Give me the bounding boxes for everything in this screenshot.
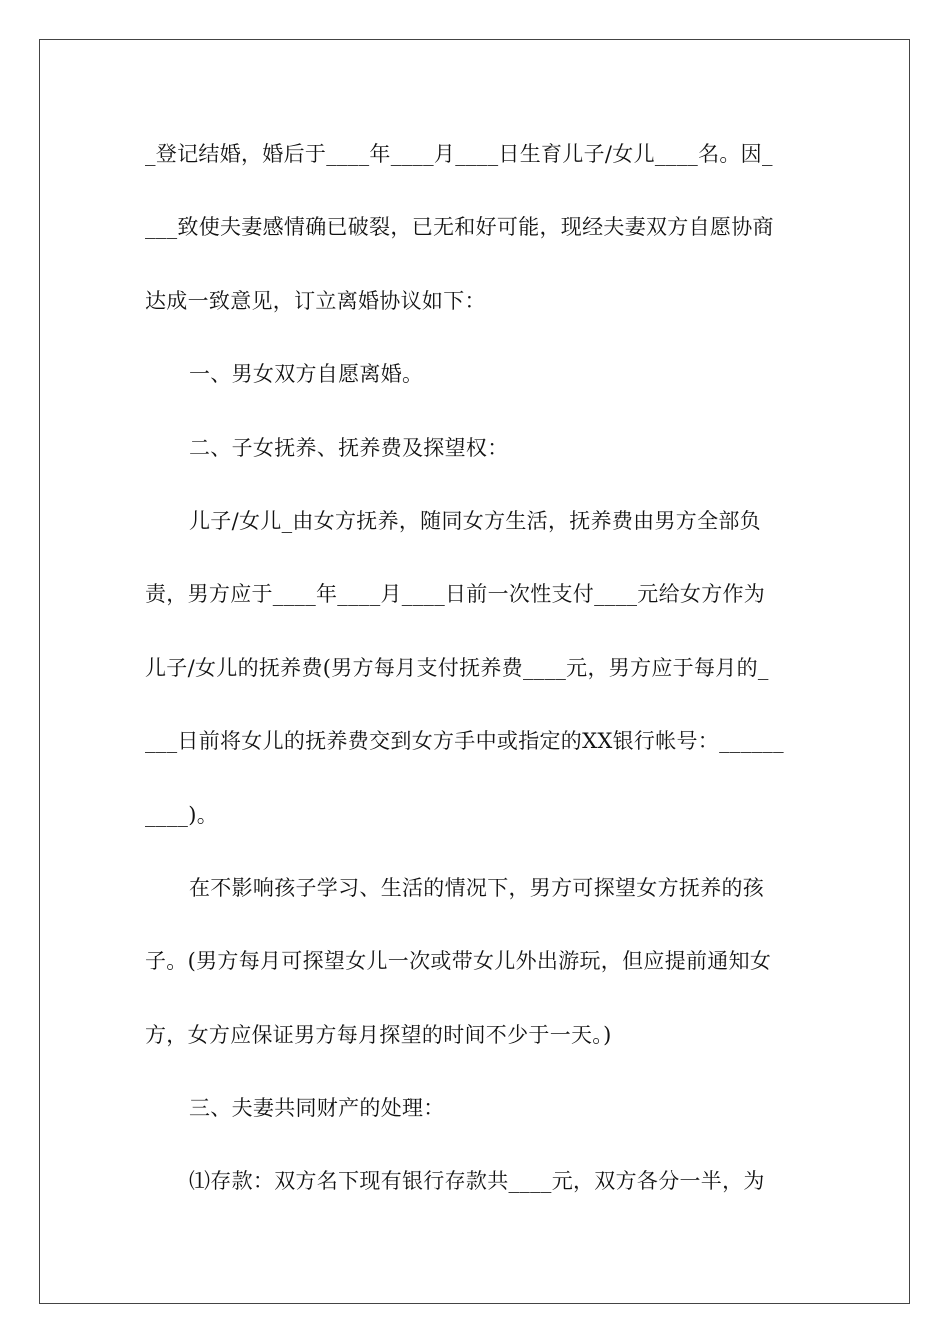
text-line: ⑴存款：双方名下现有银行存款共____元，双方各分一半，为 [189,1169,765,1194]
document-body [145,126,810,1227]
text-line: ___日前将女儿的抚养费交到女方手中或指定的XX银行帐号：______ [145,729,784,754]
text-line: 达成一致意见，订立离婚协议如下： [145,288,486,313]
text-line: 方，女方应保证男方每月探望的时间不少于一天。) [145,1022,612,1047]
section-heading: 三、夫妻共同财产的处理： [189,1096,445,1121]
text-line: ___致使夫妻感情确已破裂，已无和好可能，现经夫妻双方自愿协商 [145,215,774,240]
text-line: 责，男方应于____年____月____日前一次性支付____元给女方作为 [145,582,766,607]
text-line: 儿子/女儿_由女方抚养，随同女方生活，抚养费由男方全部负 [189,508,761,533]
section-heading: 一、男女双方自愿离婚。 [189,362,424,387]
text-line: 子。(男方每月可探望女儿一次或带女儿外出游玩，但应提前通知女 [145,949,772,974]
text-line: 儿子/女儿的抚养费(男方每月支付抚养费____元，男方应于每月的_ [145,655,769,680]
text-line: _登记结婚，婚后于____年____月____日生育儿子/女儿____名。因_ [145,142,773,166]
section-heading: 二、子女抚养、抚养费及探望权： [189,435,509,460]
text-line: ____)。 [145,802,218,827]
text-line: 在不影响孩子学习、生活的情况下，男方可探望女方抚养的孩 [189,875,765,900]
